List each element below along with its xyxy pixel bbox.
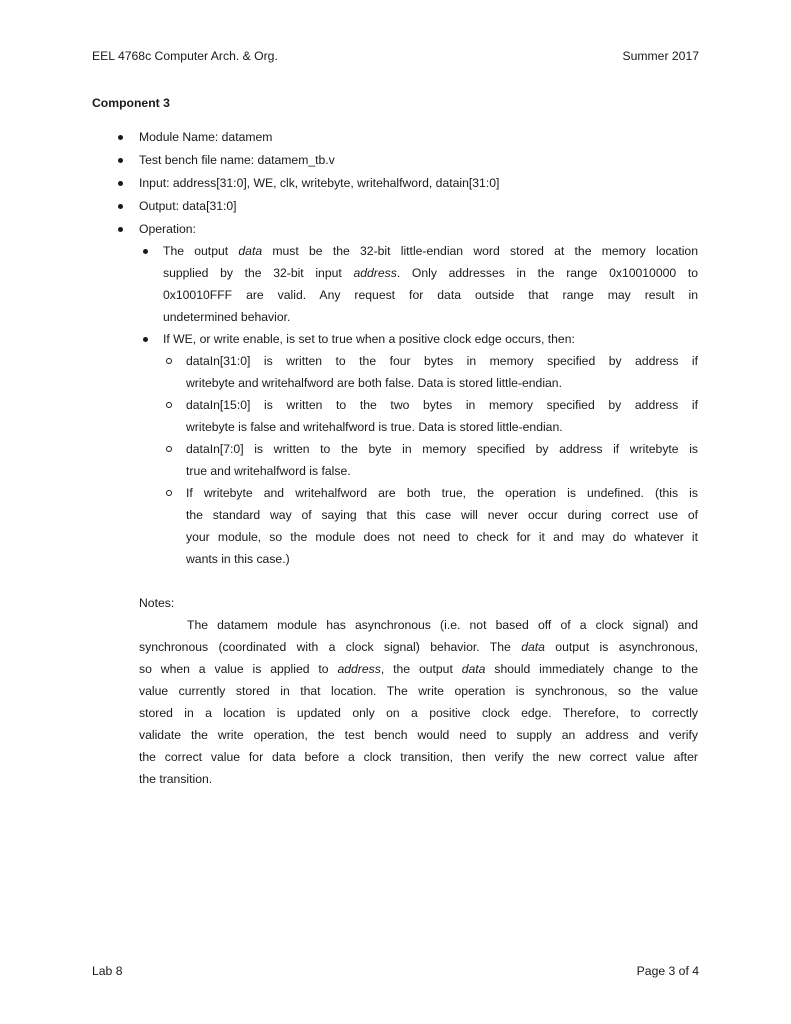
paragraph-line: so when a value is applied to address, the output data should immediately change to the — [139, 662, 698, 676]
paragraph-line: dataIn[15:0] is written to the two bytes in memory specified by address if — [186, 398, 698, 412]
paragraph-line: If WE, or write enable, is set to true when a positive clock edge occurs, then: — [163, 332, 575, 346]
bullet-icon — [118, 227, 123, 232]
paragraph-line: synchronous (coordinated with a clock signal) behavior. The data output is asynchronous, — [139, 640, 698, 654]
bullet-module-name: Module Name: datamem — [139, 130, 273, 144]
bullet-input: Input: address[31:0], WE, clk, writebyte, writehalfword, datain[31:0] — [139, 176, 500, 190]
notes-heading: Notes: — [139, 596, 175, 610]
paragraph-line: undetermined behavior. — [163, 310, 291, 324]
bullet-icon — [143, 249, 148, 254]
circle-bullet-icon — [166, 446, 172, 452]
bullet-icon — [118, 181, 123, 186]
paragraph-line: writebyte and writehalfword are both false. Data is stored little-endian. — [186, 376, 562, 390]
paragraph-line: your module, so the module does not need to check for it and may do whatever it — [186, 530, 698, 544]
bullet-operation: Operation: — [139, 222, 196, 236]
paragraph-line: supplied by the 32-bit input address. Only addresses in the range 0x10010000 to — [163, 266, 698, 280]
section-title: Component 3 — [92, 96, 170, 110]
paragraph-line: If writebyte and writehalfword are both true, the operation is undefined. (this is — [186, 486, 698, 500]
bullet-testbench: Test bench file name: datamem_tb.v — [139, 153, 335, 167]
paragraph-line: true and writehalfword is false. — [186, 464, 351, 478]
paragraph-line: value currently stored in that location. The write operation is synchronous, so the value — [139, 684, 698, 698]
paragraph-line: The datamem module has asynchronous (i.e. not based off of a clock signal) and — [187, 618, 698, 632]
paragraph-line: the transition. — [139, 772, 213, 786]
circle-bullet-icon — [166, 358, 172, 364]
circle-bullet-icon — [166, 490, 172, 496]
paragraph-line: the correct value for data before a clock transition, then verify the new correct value after — [139, 750, 698, 764]
bullet-output: Output: data[31:0] — [139, 199, 237, 213]
bullet-icon — [143, 337, 148, 342]
paragraph-line: wants in this case.) — [186, 552, 290, 566]
bullet-icon — [118, 204, 123, 209]
header-course: EEL 4768c Computer Arch. & Org. — [92, 49, 278, 63]
bullet-icon — [118, 135, 123, 140]
paragraph-line: validate the write operation, the test bench would need to supply an address and verify — [139, 728, 698, 742]
footer-lab: Lab 8 — [92, 964, 123, 978]
paragraph-line: dataIn[31:0] is written to the four bytes in memory specified by address if — [186, 354, 698, 368]
paragraph-line: the standard way of saying that this case will never occur during correct use of — [186, 508, 698, 522]
paragraph-line: writebyte is false and writehalfword is true. Data is stored little-endian. — [186, 420, 563, 434]
bullet-icon — [118, 158, 123, 163]
circle-bullet-icon — [166, 402, 172, 408]
paragraph-line: stored in a location is updated only on a positive clock edge. Therefore, to correctly — [139, 706, 698, 720]
paragraph-line: 0x10010FFF are valid. Any request for data outside that range may result in — [163, 288, 698, 302]
paragraph-line: The output data must be the 32-bit little-endian word stored at the memory location — [163, 244, 698, 258]
footer-page-number: Page 3 of 4 — [636, 964, 699, 978]
header-term: Summer 2017 — [622, 49, 699, 63]
paragraph-line: dataIn[7:0] is written to the byte in memory specified by address if writebyte is — [186, 442, 698, 456]
